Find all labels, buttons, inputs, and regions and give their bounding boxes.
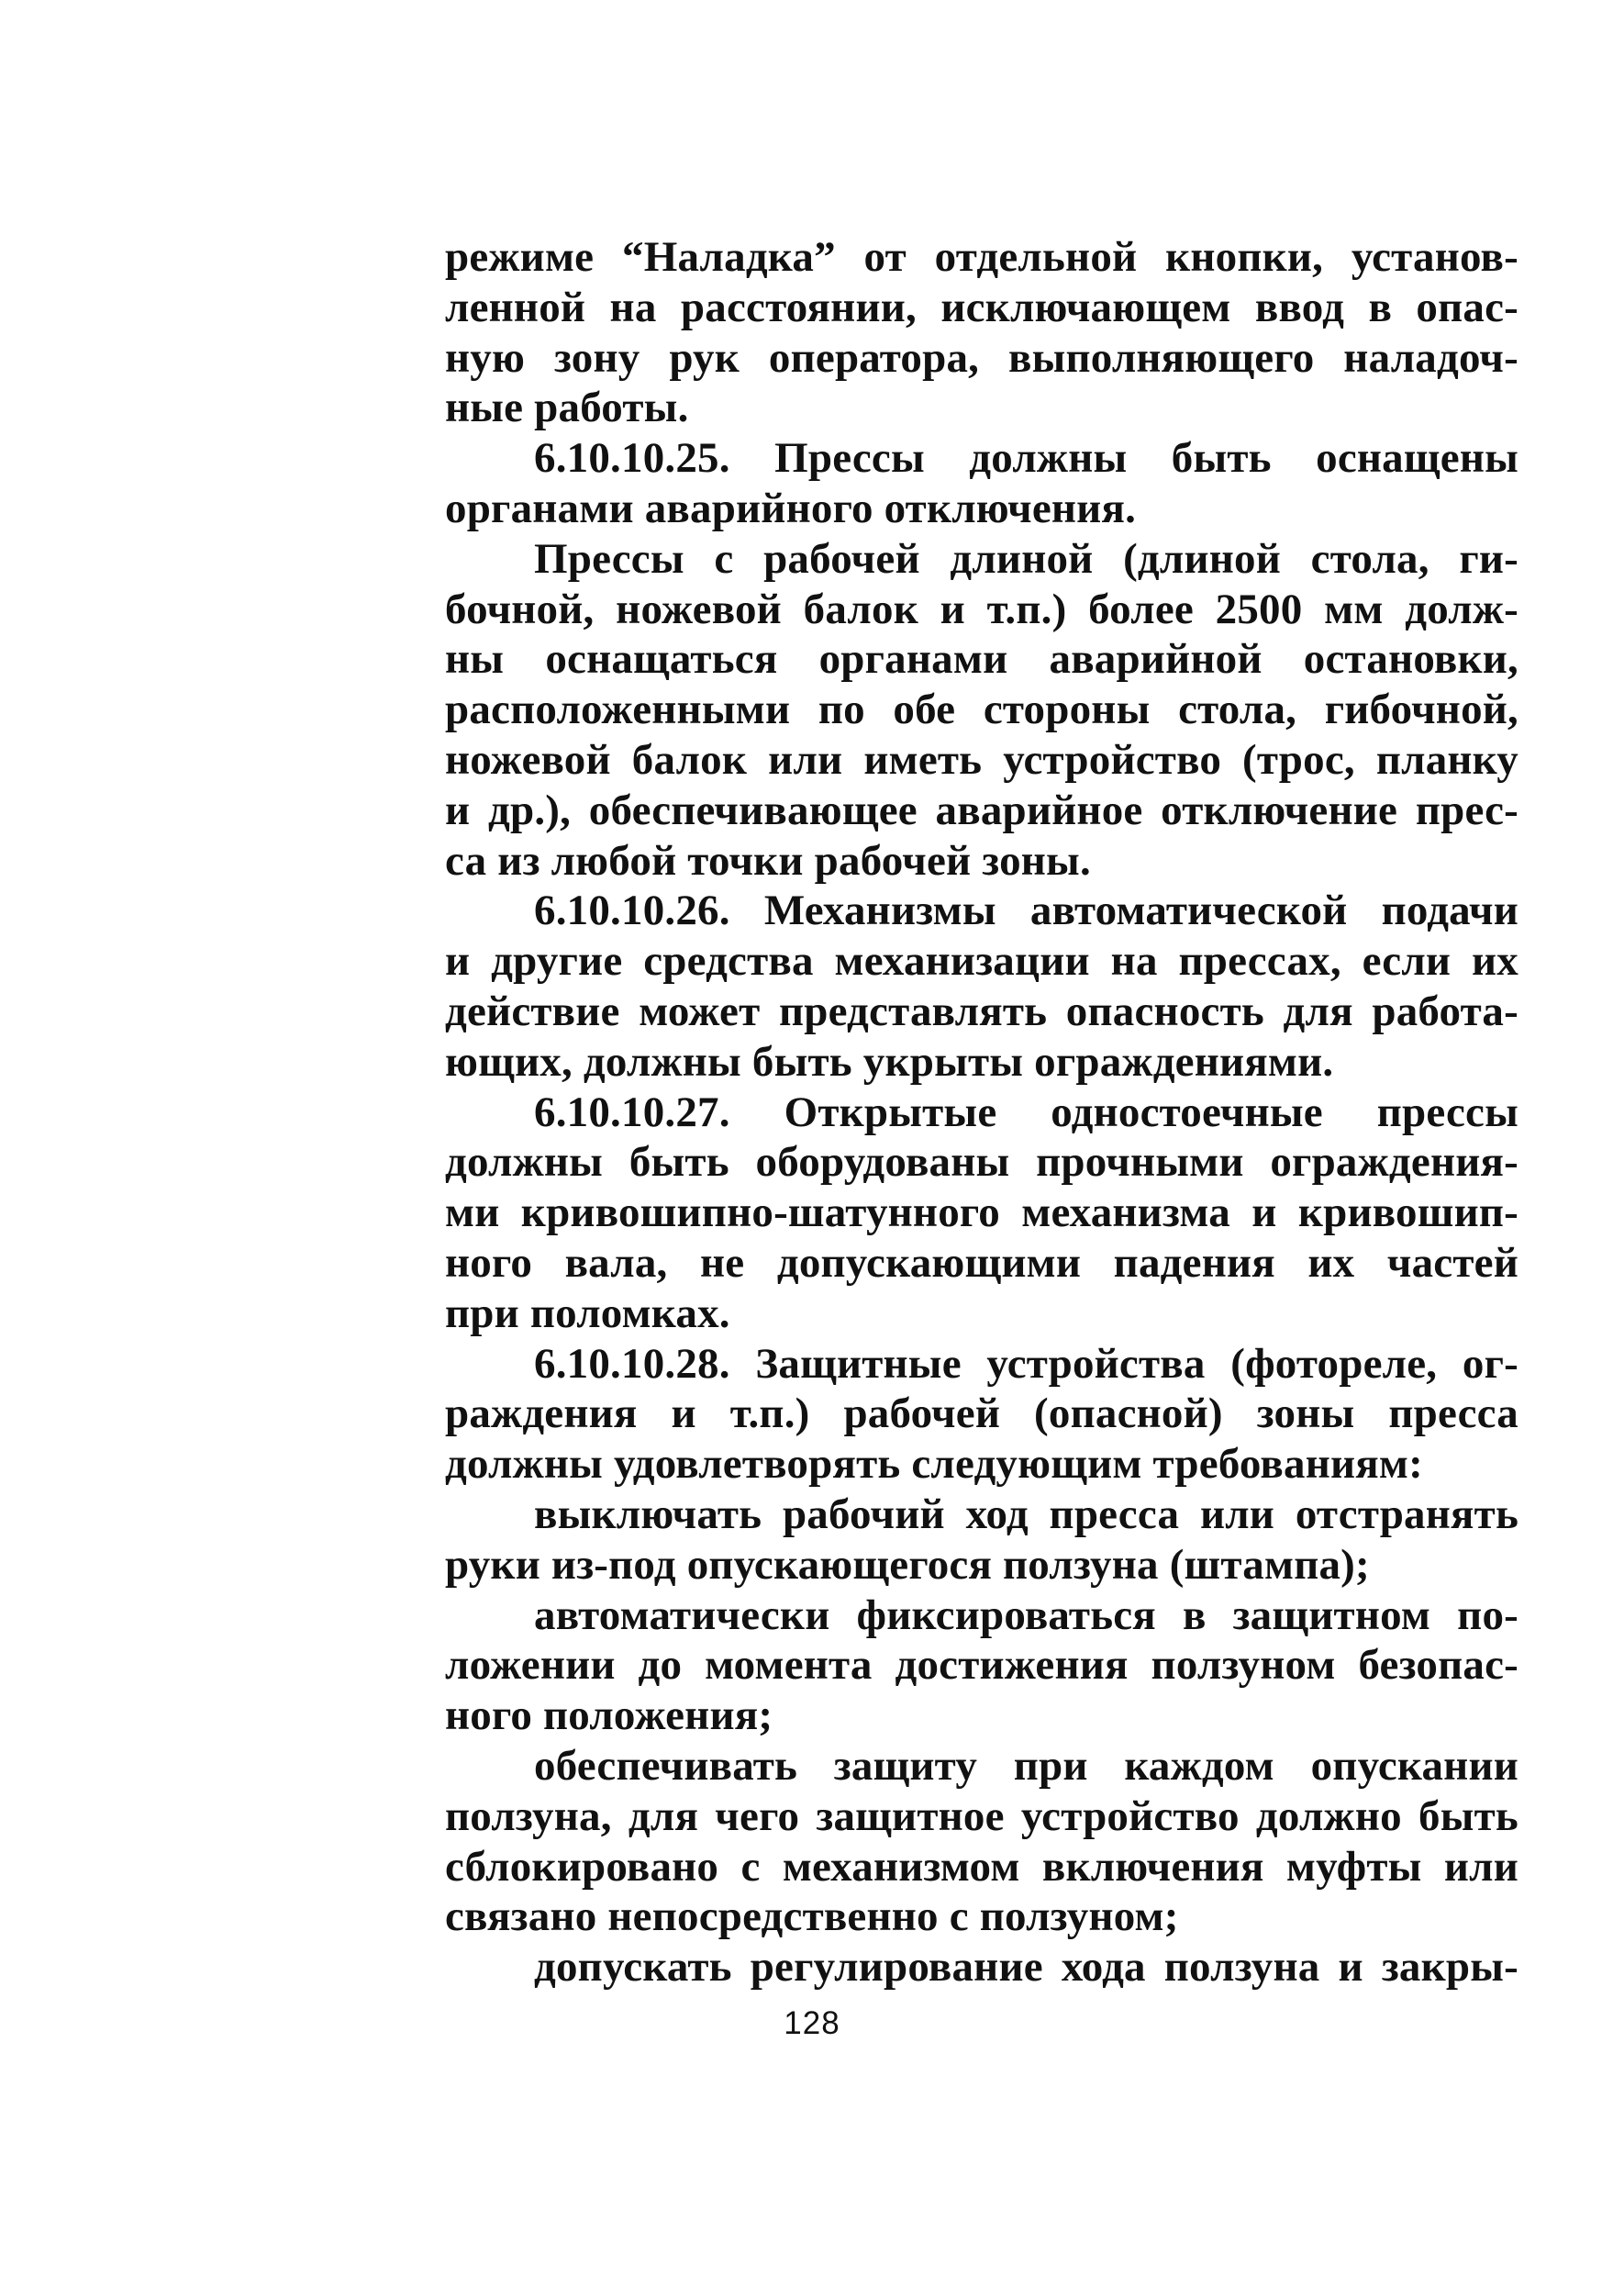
text-line: допускать регулирование хода ползуна и закры-: [534, 1943, 1518, 1992]
body-text: [445, 232, 1518, 1992]
text-line: органами аварийного отключения.: [445, 484, 1137, 532]
text-line: ми кривошипно-шатунного механизма и кривошип-: [445, 1189, 1518, 1237]
text-line: ные работы.: [445, 384, 689, 432]
page-number: 128: [784, 2005, 840, 2041]
text-line: руки из-под опускающегося ползуна (штампа);: [445, 1540, 1370, 1589]
text-line: автоматически фиксироваться в защитном по-: [534, 1590, 1518, 1639]
text-line: должны быть оборудованы прочными ограждения-: [445, 1138, 1518, 1187]
text-line: и др.), обеспечивающее аварийное отключение прес-: [445, 786, 1518, 834]
text-line: 6.10.10.28. Защитные устройства (фотореле, ог-: [534, 1339, 1518, 1388]
text-line: ны оснащаться органами аварийной остановки,: [445, 635, 1518, 684]
text-line: режиме “Наладка” от отдельной кнопки, установ-: [445, 233, 1518, 281]
text-line: при поломках.: [445, 1289, 730, 1337]
text-line: и другие средства механизации на прессах, если их: [445, 937, 1518, 986]
text-line: ложении до момента достижения ползуном безопас-: [445, 1641, 1518, 1690]
text-line: ножевой балок или иметь устройство (трос, планку: [445, 735, 1518, 784]
text-line: связано непосредственно с ползуном;: [445, 1892, 1179, 1941]
text-line: бочной, ножевой балок и т.п.) более 2500 мм долж-: [445, 585, 1518, 633]
text-line: ющих, должны быть укрыты ограждениями.: [445, 1037, 1334, 1086]
text-line: выключать рабочий ход пресса или отстранять: [534, 1490, 1518, 1538]
text-line: 6.10.10.26. Механизмы автоматической подачи: [534, 887, 1518, 935]
text-line: обеспечивать защиту при каждом опускании: [534, 1741, 1518, 1790]
text-line: ного положения;: [445, 1691, 773, 1740]
text-line: действие может представлять опасность для работа-: [445, 987, 1518, 1035]
text-line: са из любой точки рабочей зоны.: [445, 836, 1091, 885]
text-line: ленной на расстоянии, исключающем ввод в опас-: [445, 283, 1518, 331]
text-line: раждения и т.п.) рабочей (опасной) зоны пресса: [445, 1390, 1518, 1438]
text-line: расположенными по обе стороны стола, гибочной,: [445, 686, 1518, 734]
text-line: должны удовлетворять следующим требованиям:: [445, 1440, 1423, 1489]
text-line: сблокировано с механизмом включения муфты или: [445, 1842, 1518, 1891]
text-line: ползуна, для чего защитное устройство должно быть: [445, 1791, 1518, 1840]
text-line: ного вала, не допускающими падения их частей: [445, 1238, 1518, 1287]
text-line: 6.10.10.25. Прессы должны быть оснащены: [534, 434, 1518, 483]
text-line: 6.10.10.27. Открытые одностоечные прессы: [534, 1088, 1518, 1136]
text-line: ную зону рук оператора, выполняющего наладоч-: [445, 333, 1518, 382]
text-line: Прессы с рабочей длиной (длиной стола, ги-: [534, 534, 1518, 583]
